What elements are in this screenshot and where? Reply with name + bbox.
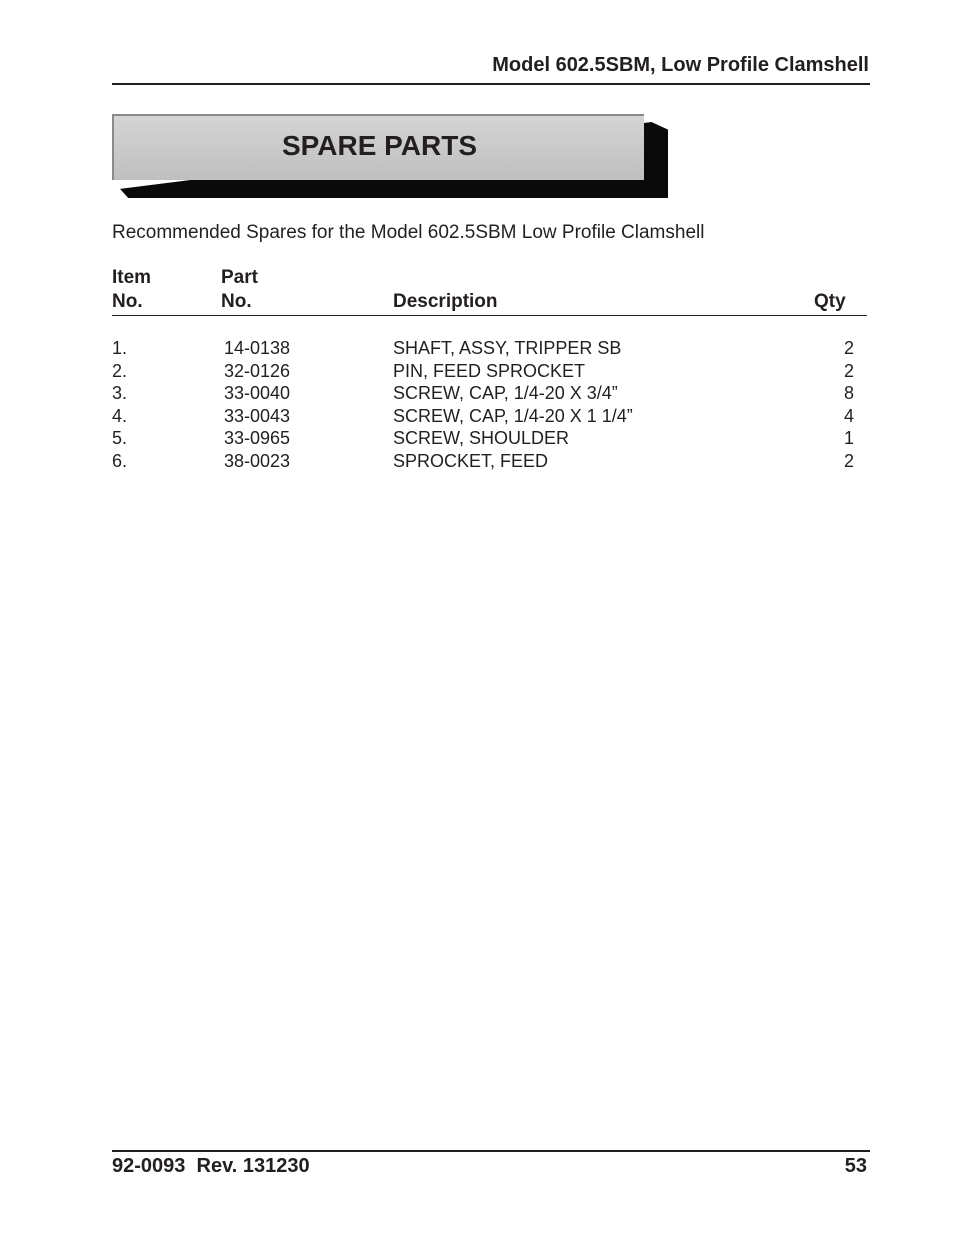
part-quantity: 2 (843, 338, 854, 358)
table-row (112, 450, 854, 473)
column-header-description: Description (393, 291, 498, 312)
part-number: 38-0023 (224, 450, 291, 471)
item-number: 3. (112, 383, 128, 403)
table-header-divider (112, 315, 867, 316)
column-header-part-line1: Part (221, 267, 258, 288)
column-header-part-line2: No. (221, 291, 252, 312)
section-title: SPARE PARTS (282, 130, 477, 161)
document-header-title: Model 602.5SBM, Low Profile Clamshell (492, 54, 869, 76)
part-description: SCREW, CAP, 1/4-20 X 3/4” (393, 383, 618, 403)
table-row (112, 405, 854, 428)
header-divider (112, 83, 870, 85)
part-number: 33-0043 (224, 405, 291, 426)
part-description: SCREW, CAP, 1/4-20 X 1 1/4” (393, 405, 633, 426)
item-number: 1. (112, 338, 128, 358)
part-description: SHAFT, ASSY, TRIPPER SB (393, 338, 622, 358)
footer-divider (112, 1150, 870, 1152)
part-number: 33-0040 (224, 383, 291, 403)
table-row (112, 360, 854, 383)
part-quantity: 2 (843, 360, 854, 381)
section-banner (112, 114, 668, 200)
part-number: 14-0138 (224, 338, 291, 358)
part-quantity: 4 (843, 405, 854, 426)
table-row (112, 427, 854, 450)
document-number: 92-0093 Rev. 131230 (112, 1155, 310, 1177)
column-header-item-line2: No. (112, 291, 143, 312)
page-number: 53 (844, 1155, 867, 1177)
part-number: 33-0965 (224, 428, 291, 448)
part-description: SPROCKET, FEED (393, 450, 549, 471)
part-quantity: 2 (843, 450, 854, 471)
table-row (112, 337, 854, 360)
column-header-part (221, 266, 258, 314)
table-row (112, 382, 854, 405)
part-quantity: 1 (843, 428, 854, 448)
part-quantity: 8 (843, 383, 854, 403)
part-description: SCREW, SHOULDER (393, 428, 570, 448)
item-number: 5. (112, 428, 128, 448)
part-description: PIN, FEED SPROCKET (393, 360, 586, 381)
column-header-qty: Qty (814, 291, 846, 312)
intro-text: Recommended Spares for the Model 602.5SBM Low Profile Clamshell (112, 222, 705, 243)
item-number: 4. (112, 405, 128, 426)
parts-table-body (112, 337, 854, 472)
part-number: 32-0126 (224, 360, 291, 381)
item-number: 2. (112, 360, 128, 381)
column-header-item (112, 266, 151, 314)
column-header-item-line1: Item (112, 267, 152, 288)
item-number: 6. (112, 450, 128, 471)
